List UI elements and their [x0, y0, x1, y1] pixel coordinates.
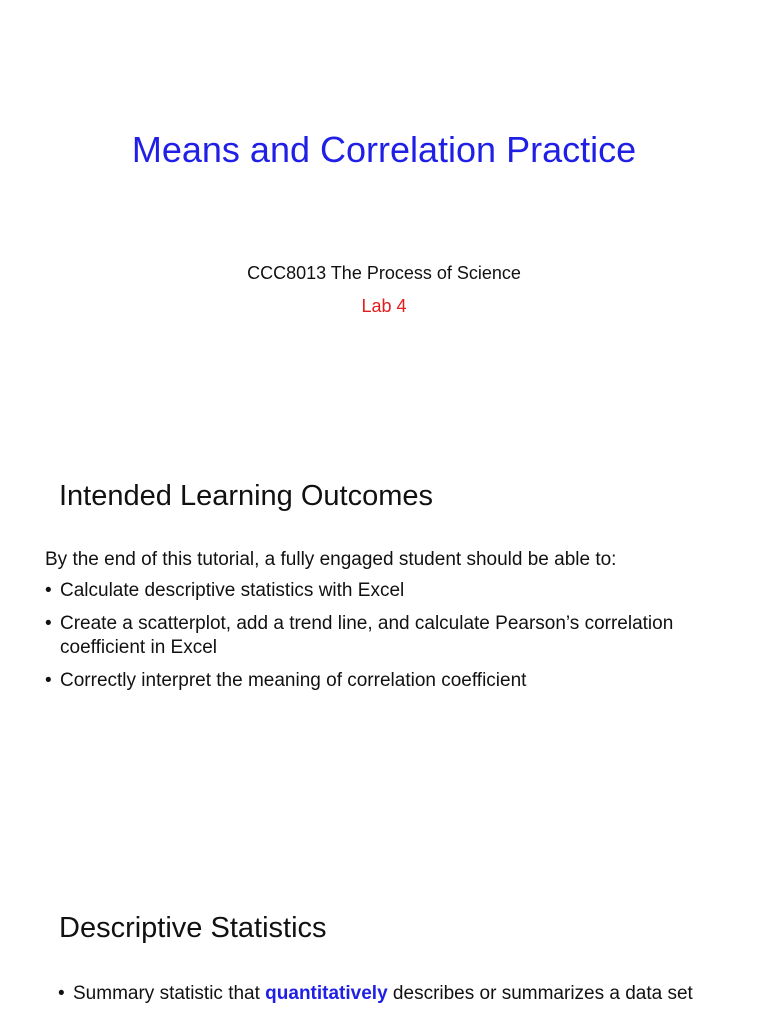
bullet-text-before: Summary statistic that [73, 983, 266, 1004]
list-item [45, 669, 735, 693]
intro-text: By the end of this tutorial, a fully engaged student should be able to: [45, 549, 617, 570]
bullet-text-after: describes or summarizes a data set [387, 983, 693, 1004]
course-subtitle: CCC8013 The Process of Science [247, 263, 521, 283]
bullet-icon: • [45, 613, 52, 634]
statistics-list [58, 982, 708, 1015]
slide-heading: Intended Learning Outcomes [59, 480, 434, 512]
descriptive-statistics-slide [0, 864, 768, 1024]
list-item [45, 612, 735, 660]
outcomes-list [45, 579, 735, 702]
bullet-text: Create a scatterplot, add a trend line, and calculate Pearson’s correlation coefficient in Excel [60, 613, 674, 658]
list-item [45, 579, 735, 603]
slide-heading: Descriptive Statistics [59, 912, 327, 944]
presentation-title: Means and Correlation Practice [131, 129, 637, 170]
list-item [58, 982, 708, 1006]
lab-label: Lab 4 [361, 296, 407, 316]
bullet-icon: • [58, 983, 65, 1004]
bullet-icon: • [45, 580, 52, 601]
bullet-text: Correctly interpret the meaning of correlation coefficient [60, 670, 527, 691]
learning-outcomes-slide [0, 432, 768, 864]
bullet-text: Calculate descriptive statistics with Excel [60, 580, 405, 601]
title-slide [0, 0, 768, 432]
emphasized-word: quantitatively [265, 983, 388, 1004]
bullet-icon: • [45, 670, 52, 691]
